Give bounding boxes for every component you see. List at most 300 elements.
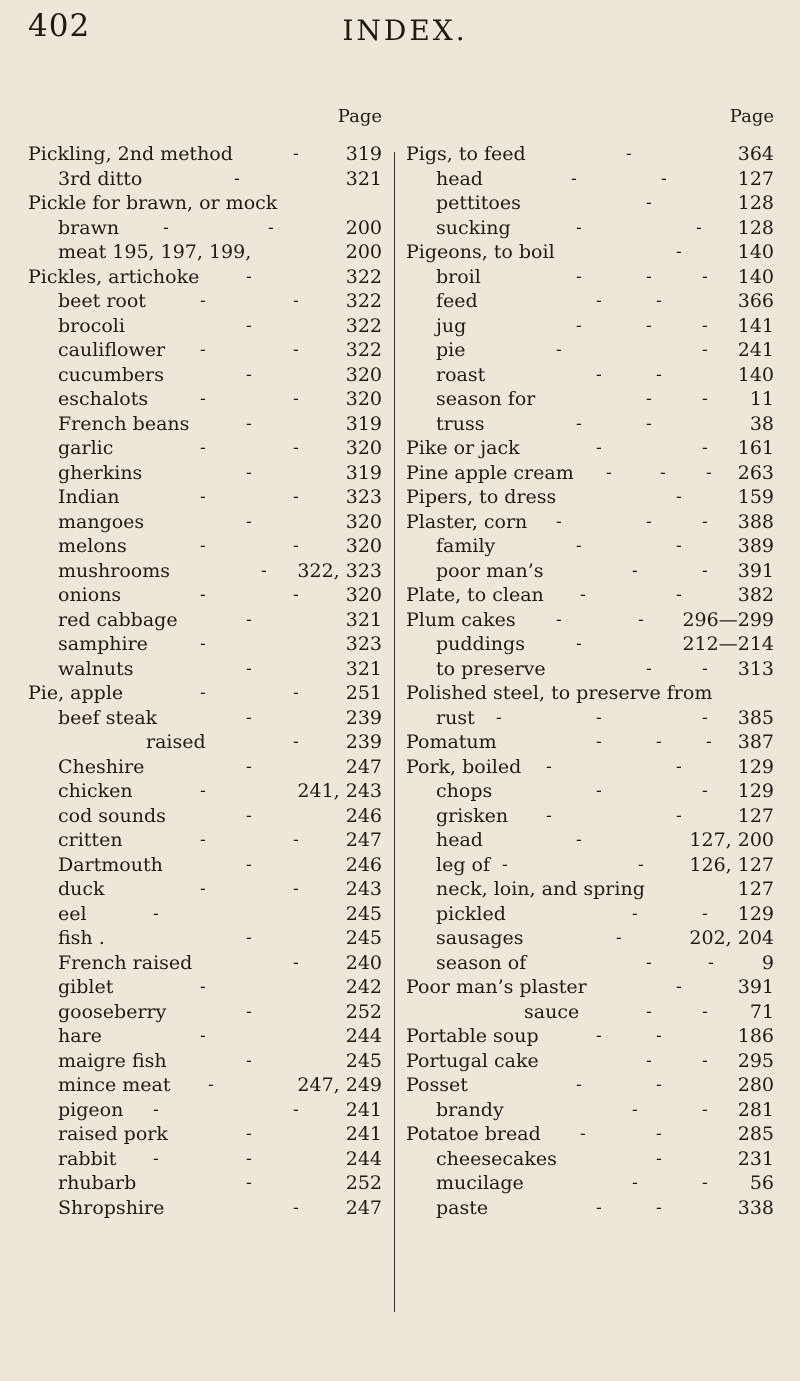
page-number: 402 bbox=[28, 8, 91, 44]
leader-dash: - bbox=[293, 438, 299, 458]
index-entry bbox=[28, 265, 382, 290]
entry-page-number: 241 bbox=[345, 1098, 382, 1121]
leader-dash: - bbox=[646, 389, 652, 409]
entry-label: Pickle for brawn, or mock bbox=[28, 192, 278, 214]
entry-label: giblet bbox=[58, 976, 114, 998]
index-entry bbox=[406, 412, 774, 437]
entry-label: truss bbox=[436, 412, 485, 435]
leader-dash: - bbox=[556, 609, 562, 630]
entry-page-number: 252 bbox=[345, 1172, 382, 1194]
index-entry bbox=[28, 314, 382, 339]
entry-label: beet root bbox=[58, 290, 146, 312]
leader-dash: - bbox=[246, 928, 252, 948]
entry-label: Potatoe bread bbox=[406, 1123, 541, 1145]
leader-dash: - bbox=[638, 609, 644, 630]
index-entry bbox=[406, 534, 774, 559]
leader-dash: - bbox=[702, 707, 708, 728]
leader-dash: - bbox=[706, 462, 712, 483]
entry-label: French beans bbox=[58, 412, 190, 435]
leader-dash: - bbox=[200, 879, 206, 899]
entry-label: raised pork bbox=[58, 1123, 168, 1145]
entry-page-number: 364 bbox=[737, 143, 774, 165]
leader-dash: - bbox=[153, 1099, 159, 1120]
index-entry bbox=[28, 559, 382, 584]
index-entry bbox=[406, 1171, 774, 1196]
entry-label: Portugal cake bbox=[406, 1049, 539, 1072]
leader-dash: - bbox=[200, 340, 206, 360]
index-entry bbox=[406, 877, 774, 902]
leader-dash: - bbox=[293, 1197, 299, 1218]
leader-dash: - bbox=[702, 658, 708, 679]
entry-page-number: 242 bbox=[345, 976, 382, 998]
leader-dash: - bbox=[200, 291, 206, 311]
entry-page-number: 246 bbox=[345, 853, 382, 876]
entry-page-number: 319 bbox=[345, 461, 382, 484]
leader-dash: - bbox=[293, 952, 299, 973]
index-entry bbox=[28, 853, 382, 878]
entry-label: beef steak bbox=[58, 706, 158, 729]
entry-label: eschalots bbox=[58, 388, 149, 410]
leader-dash: - bbox=[702, 1173, 708, 1193]
index-entry bbox=[28, 534, 382, 559]
index-entry bbox=[406, 265, 774, 290]
leader-dash: - bbox=[616, 928, 622, 948]
leader-dash: - bbox=[293, 879, 299, 899]
index-entry bbox=[28, 1098, 382, 1123]
leader-dash: - bbox=[702, 266, 708, 287]
entry-label: head bbox=[436, 167, 483, 190]
index-entry bbox=[28, 289, 382, 314]
entry-page-number: 200 bbox=[345, 216, 382, 239]
leader-dash: - bbox=[646, 511, 652, 532]
entry-label: leg of bbox=[436, 853, 490, 876]
running-title: INDEX. bbox=[342, 14, 468, 47]
entry-label: cheesecakes bbox=[436, 1147, 557, 1170]
entry-page-number: 161 bbox=[737, 437, 774, 459]
index-entry bbox=[28, 510, 382, 535]
leader-dash: - bbox=[246, 1001, 252, 1022]
entry-label: Pie, apple bbox=[28, 682, 124, 704]
entry-label: chicken bbox=[58, 780, 133, 802]
entry-page-number: 11 bbox=[749, 388, 774, 410]
index-entry bbox=[406, 191, 774, 216]
entry-label: to preserve bbox=[436, 657, 546, 680]
entry-page-number: 247 bbox=[345, 755, 382, 778]
leader-dash: - bbox=[702, 340, 708, 360]
index-column-right bbox=[406, 106, 774, 1220]
leader-dash: - bbox=[660, 462, 666, 483]
entry-label: pigeon bbox=[58, 1098, 124, 1121]
entry-page-number: 385 bbox=[737, 706, 774, 729]
index-entry bbox=[28, 657, 382, 682]
entry-page-number: 382 bbox=[737, 584, 774, 606]
index-entry bbox=[28, 485, 382, 510]
entry-page-number: 128 bbox=[737, 216, 774, 239]
entry-page-number: 321 bbox=[345, 608, 382, 631]
leader-dash: - bbox=[576, 315, 582, 336]
leader-dash: - bbox=[153, 1148, 159, 1169]
entry-page-number: 38 bbox=[749, 412, 774, 435]
entry-page-number: 127 bbox=[737, 804, 774, 827]
leader-dash: - bbox=[656, 1026, 662, 1046]
leader-dash: - bbox=[708, 952, 714, 973]
leader-dash: - bbox=[702, 903, 708, 924]
entry-label: maigre fish bbox=[58, 1049, 167, 1072]
leader-dash: - bbox=[293, 683, 299, 703]
leader-dash: - bbox=[293, 536, 299, 556]
index-entry bbox=[28, 730, 382, 755]
entry-label: 3rd ditto bbox=[58, 167, 143, 190]
index-entry bbox=[28, 142, 382, 167]
leader-dash: - bbox=[702, 1050, 708, 1071]
entry-page-number: 71 bbox=[749, 1000, 774, 1023]
entry-label: season for bbox=[436, 388, 536, 410]
leader-dash: - bbox=[200, 487, 206, 507]
entry-label: walnuts bbox=[58, 657, 134, 680]
leader-dash: - bbox=[656, 364, 662, 385]
entry-label: puddings bbox=[436, 633, 525, 655]
index-entry bbox=[28, 338, 382, 363]
entry-label: Cheshire bbox=[58, 755, 145, 778]
leader-dash: - bbox=[638, 854, 644, 875]
entry-label: Pigs, to feed bbox=[406, 143, 526, 165]
leader-dash: - bbox=[293, 389, 299, 409]
leader-dash: - bbox=[676, 487, 682, 507]
entry-page-number: 321 bbox=[345, 657, 382, 680]
entry-label: mangoes bbox=[58, 510, 145, 533]
entry-label: French raised bbox=[58, 951, 193, 974]
entry-page-number: 323 bbox=[345, 633, 382, 655]
entry-page-number: 243 bbox=[345, 878, 382, 900]
entry-label: brandy bbox=[436, 1098, 504, 1121]
entry-label: Pomatum bbox=[406, 731, 497, 753]
entry-label: Pork, boiled bbox=[406, 755, 522, 778]
index-entry bbox=[28, 975, 382, 1000]
leader-dash: - bbox=[596, 1197, 602, 1218]
index-entry bbox=[406, 363, 774, 388]
index-entry bbox=[406, 755, 774, 780]
entry-page-number: 366 bbox=[737, 290, 774, 312]
leader-dash: - bbox=[632, 1099, 638, 1120]
leader-dash: - bbox=[632, 903, 638, 924]
index-column-left bbox=[28, 106, 382, 1220]
entry-page-number: 388 bbox=[737, 510, 774, 533]
entry-page-number: 322 bbox=[345, 339, 382, 361]
leader-dash: - bbox=[571, 168, 577, 189]
entry-page-number: 319 bbox=[345, 143, 382, 165]
index-entry bbox=[28, 167, 382, 192]
leader-dash: - bbox=[246, 1050, 252, 1071]
leader-dash: - bbox=[676, 805, 682, 826]
leader-dash: - bbox=[200, 830, 206, 850]
entry-label: mince meat bbox=[58, 1074, 171, 1096]
index-entry bbox=[406, 289, 774, 314]
leader-dash: - bbox=[661, 168, 667, 189]
leader-dash: - bbox=[546, 756, 552, 777]
index-entry bbox=[28, 216, 382, 241]
leader-dash: - bbox=[293, 340, 299, 360]
entry-page-number: 389 bbox=[737, 535, 774, 557]
leader-dash: - bbox=[246, 462, 252, 483]
leader-dash: - bbox=[153, 903, 159, 924]
leader-dash: - bbox=[293, 585, 299, 605]
leader-dash: - bbox=[646, 315, 652, 336]
entry-page-number: 321 bbox=[345, 167, 382, 190]
entry-page-number: 320 bbox=[345, 437, 382, 459]
entry-label: sauce bbox=[524, 1000, 580, 1023]
leader-dash: - bbox=[702, 560, 708, 581]
entry-page-number: 246 bbox=[345, 804, 382, 827]
entry-page-number: 241 bbox=[737, 339, 774, 361]
leader-dash: - bbox=[293, 487, 299, 507]
leader-dash: - bbox=[496, 707, 502, 728]
leader-dash: - bbox=[246, 413, 252, 434]
index-entry bbox=[28, 240, 382, 265]
leader-dash: - bbox=[596, 291, 602, 311]
entry-page-number: 129 bbox=[737, 902, 774, 925]
leader-dash: - bbox=[293, 1099, 299, 1120]
leader-dash: - bbox=[200, 585, 206, 605]
entry-label: sausages bbox=[436, 927, 524, 949]
leader-dash: - bbox=[246, 609, 252, 630]
index-entry bbox=[406, 951, 774, 976]
leader-dash: - bbox=[656, 291, 662, 311]
entry-page-number: 281 bbox=[737, 1098, 774, 1121]
entry-page-number: 323 bbox=[345, 486, 382, 508]
entry-page-number: 200 bbox=[345, 241, 382, 263]
entry-page-number: 313 bbox=[737, 657, 774, 680]
entry-label: Pickling, 2nd method bbox=[28, 143, 233, 165]
entry-label: red cabbage bbox=[58, 608, 178, 631]
leader-dash: - bbox=[676, 756, 682, 777]
leader-dash: - bbox=[632, 560, 638, 581]
entry-page-number: 140 bbox=[737, 363, 774, 386]
entry-label: brocoli bbox=[58, 314, 125, 337]
leader-dash: - bbox=[656, 1124, 662, 1144]
leader-dash: - bbox=[268, 217, 274, 238]
index-entry bbox=[406, 1049, 774, 1074]
leader-dash: - bbox=[261, 560, 267, 581]
entry-page-number: 186 bbox=[737, 1025, 774, 1047]
index-entry bbox=[28, 191, 382, 216]
entry-label: Shropshire bbox=[58, 1196, 165, 1219]
index-entry bbox=[406, 240, 774, 265]
index-entry bbox=[28, 436, 382, 461]
leader-dash: - bbox=[546, 805, 552, 826]
entry-label: duck bbox=[58, 878, 105, 900]
index-entry bbox=[406, 828, 774, 853]
entry-page-number: 247, 249 bbox=[297, 1074, 382, 1096]
leader-dash: - bbox=[676, 242, 682, 262]
index-entry bbox=[406, 338, 774, 363]
leader-dash: - bbox=[580, 1124, 586, 1144]
index-entry bbox=[406, 216, 774, 241]
index-entry bbox=[406, 657, 774, 682]
index-entry bbox=[28, 1122, 382, 1147]
entry-label: rhubarb bbox=[58, 1172, 137, 1194]
index-entry bbox=[406, 167, 774, 192]
entry-label: gooseberry bbox=[58, 1000, 167, 1023]
leader-dash: - bbox=[208, 1075, 214, 1095]
entry-page-number: 239 bbox=[345, 731, 382, 753]
entry-label: Pine apple cream bbox=[406, 461, 574, 484]
leader-dash: - bbox=[246, 805, 252, 826]
entry-label: chops bbox=[436, 780, 493, 802]
index-entry bbox=[28, 902, 382, 927]
entry-page-number: 322 bbox=[345, 265, 382, 288]
leader-dash: - bbox=[646, 658, 652, 679]
entry-label: gherkins bbox=[58, 461, 143, 484]
entry-label: grisken bbox=[436, 804, 509, 827]
index-entry bbox=[28, 779, 382, 804]
leader-dash: - bbox=[596, 781, 602, 801]
leader-dash: - bbox=[246, 1124, 252, 1144]
entry-label: sucking bbox=[436, 216, 511, 239]
entry-page-number: 231 bbox=[737, 1147, 774, 1170]
leader-dash: - bbox=[246, 658, 252, 679]
leader-dash: - bbox=[200, 1026, 206, 1046]
index-entry bbox=[406, 1147, 774, 1172]
leader-dash: - bbox=[606, 462, 612, 483]
entry-label: Pipers, to dress bbox=[406, 486, 557, 508]
entry-label: season of bbox=[436, 951, 527, 974]
leader-dash: - bbox=[246, 756, 252, 777]
entry-page-number: 127, 200 bbox=[689, 829, 774, 851]
index-entry bbox=[28, 632, 382, 657]
leader-dash: - bbox=[576, 1075, 582, 1095]
leader-dash: - bbox=[596, 364, 602, 385]
index-entry bbox=[28, 412, 382, 437]
entry-page-number: 252 bbox=[345, 1000, 382, 1023]
index-entry bbox=[406, 1098, 774, 1123]
index-entry bbox=[406, 485, 774, 510]
entry-label: pie bbox=[436, 339, 466, 361]
index-entry bbox=[406, 314, 774, 339]
entry-page-number: 212—214 bbox=[682, 633, 774, 655]
entry-page-number: 241 bbox=[345, 1123, 382, 1145]
leader-dash: - bbox=[656, 1197, 662, 1218]
index-entry bbox=[28, 608, 382, 633]
entry-label: critten bbox=[58, 829, 123, 851]
index-entry bbox=[406, 926, 774, 951]
entry-page-number: 319 bbox=[345, 412, 382, 435]
index-entry bbox=[28, 583, 382, 608]
entry-label: melons bbox=[58, 535, 127, 557]
index-entry bbox=[406, 1196, 774, 1221]
index-entry bbox=[406, 1073, 774, 1098]
entry-page-number: 322 bbox=[345, 314, 382, 337]
entry-label: Pigeons, to boil bbox=[406, 241, 555, 263]
index-entry bbox=[406, 804, 774, 829]
leader-dash: - bbox=[293, 732, 299, 752]
entry-label: Poor man’s plaster bbox=[406, 976, 587, 998]
leader-dash: - bbox=[163, 217, 169, 238]
entry-page-number: 387 bbox=[737, 731, 774, 753]
entry-page-number: 320 bbox=[345, 584, 382, 606]
leader-dash: - bbox=[246, 266, 252, 287]
leader-dash: - bbox=[293, 291, 299, 311]
entry-label: raised bbox=[146, 731, 206, 753]
entry-label: samphire bbox=[58, 633, 148, 655]
index-entry bbox=[406, 975, 774, 1000]
index-entry bbox=[28, 1171, 382, 1196]
index-entry bbox=[28, 877, 382, 902]
leader-dash: - bbox=[200, 536, 206, 556]
leader-dash: - bbox=[646, 193, 652, 213]
leader-dash: - bbox=[646, 1001, 652, 1022]
entry-page-number: 322, 323 bbox=[297, 559, 382, 582]
leader-dash: - bbox=[576, 536, 582, 556]
entry-page-number: 391 bbox=[737, 559, 774, 582]
entry-label: pickled bbox=[436, 902, 506, 925]
index-entry bbox=[406, 142, 774, 167]
entry-label: neck, loin, and spring bbox=[436, 878, 645, 900]
entry-label: cauliflower bbox=[58, 339, 166, 361]
index-entry bbox=[406, 779, 774, 804]
leader-dash: - bbox=[702, 781, 708, 801]
index-entry bbox=[406, 387, 774, 412]
leader-dash: - bbox=[702, 1001, 708, 1022]
entry-label: rust bbox=[436, 706, 475, 729]
index-entry bbox=[406, 902, 774, 927]
entry-label: brawn bbox=[58, 216, 120, 239]
leader-dash: - bbox=[656, 1075, 662, 1095]
leader-dash: - bbox=[676, 536, 682, 556]
entry-page-number: 127 bbox=[737, 167, 774, 190]
leader-dash: - bbox=[626, 144, 632, 164]
entry-label: eel bbox=[58, 902, 87, 925]
entry-page-number: 202, 204 bbox=[689, 927, 774, 949]
index-entry bbox=[406, 436, 774, 461]
leader-dash: - bbox=[246, 315, 252, 336]
entry-label: Dartmouth bbox=[58, 853, 163, 876]
entry-label: rabbit bbox=[58, 1147, 117, 1170]
entry-label: meat 195, 197, 199, bbox=[58, 241, 252, 263]
leader-dash: - bbox=[200, 977, 206, 997]
entry-label: poor man’s bbox=[436, 559, 544, 582]
entry-label: roast bbox=[436, 363, 486, 386]
entry-label: jug bbox=[436, 314, 467, 337]
entry-label: mushrooms bbox=[58, 559, 170, 582]
leader-dash: - bbox=[293, 144, 299, 164]
index-entry bbox=[406, 510, 774, 535]
entry-label: paste bbox=[436, 1196, 489, 1219]
entry-page-number: 127 bbox=[737, 878, 774, 900]
leader-dash: - bbox=[246, 511, 252, 532]
leader-dash: - bbox=[200, 683, 206, 703]
entry-label: Portable soup bbox=[406, 1025, 539, 1047]
index-entry bbox=[406, 559, 774, 584]
entry-page-number: 141 bbox=[737, 314, 774, 337]
entry-label: Polished steel, to preserve from bbox=[406, 682, 713, 704]
leader-dash: - bbox=[646, 1050, 652, 1071]
index-entry bbox=[28, 755, 382, 780]
entry-label: onions bbox=[58, 584, 122, 606]
entry-label: hare bbox=[58, 1025, 102, 1047]
leader-dash: - bbox=[656, 1148, 662, 1169]
index-entry bbox=[406, 1000, 774, 1025]
index-entry bbox=[406, 681, 774, 706]
entry-page-number: 280 bbox=[737, 1074, 774, 1096]
entry-page-number: 320 bbox=[345, 388, 382, 410]
index-entry bbox=[406, 461, 774, 486]
leader-dash: - bbox=[576, 634, 582, 654]
index-entry bbox=[406, 853, 774, 878]
index-entry bbox=[28, 1049, 382, 1074]
leader-dash: - bbox=[246, 1148, 252, 1169]
index-entry bbox=[28, 681, 382, 706]
entry-page-number: 140 bbox=[737, 265, 774, 288]
